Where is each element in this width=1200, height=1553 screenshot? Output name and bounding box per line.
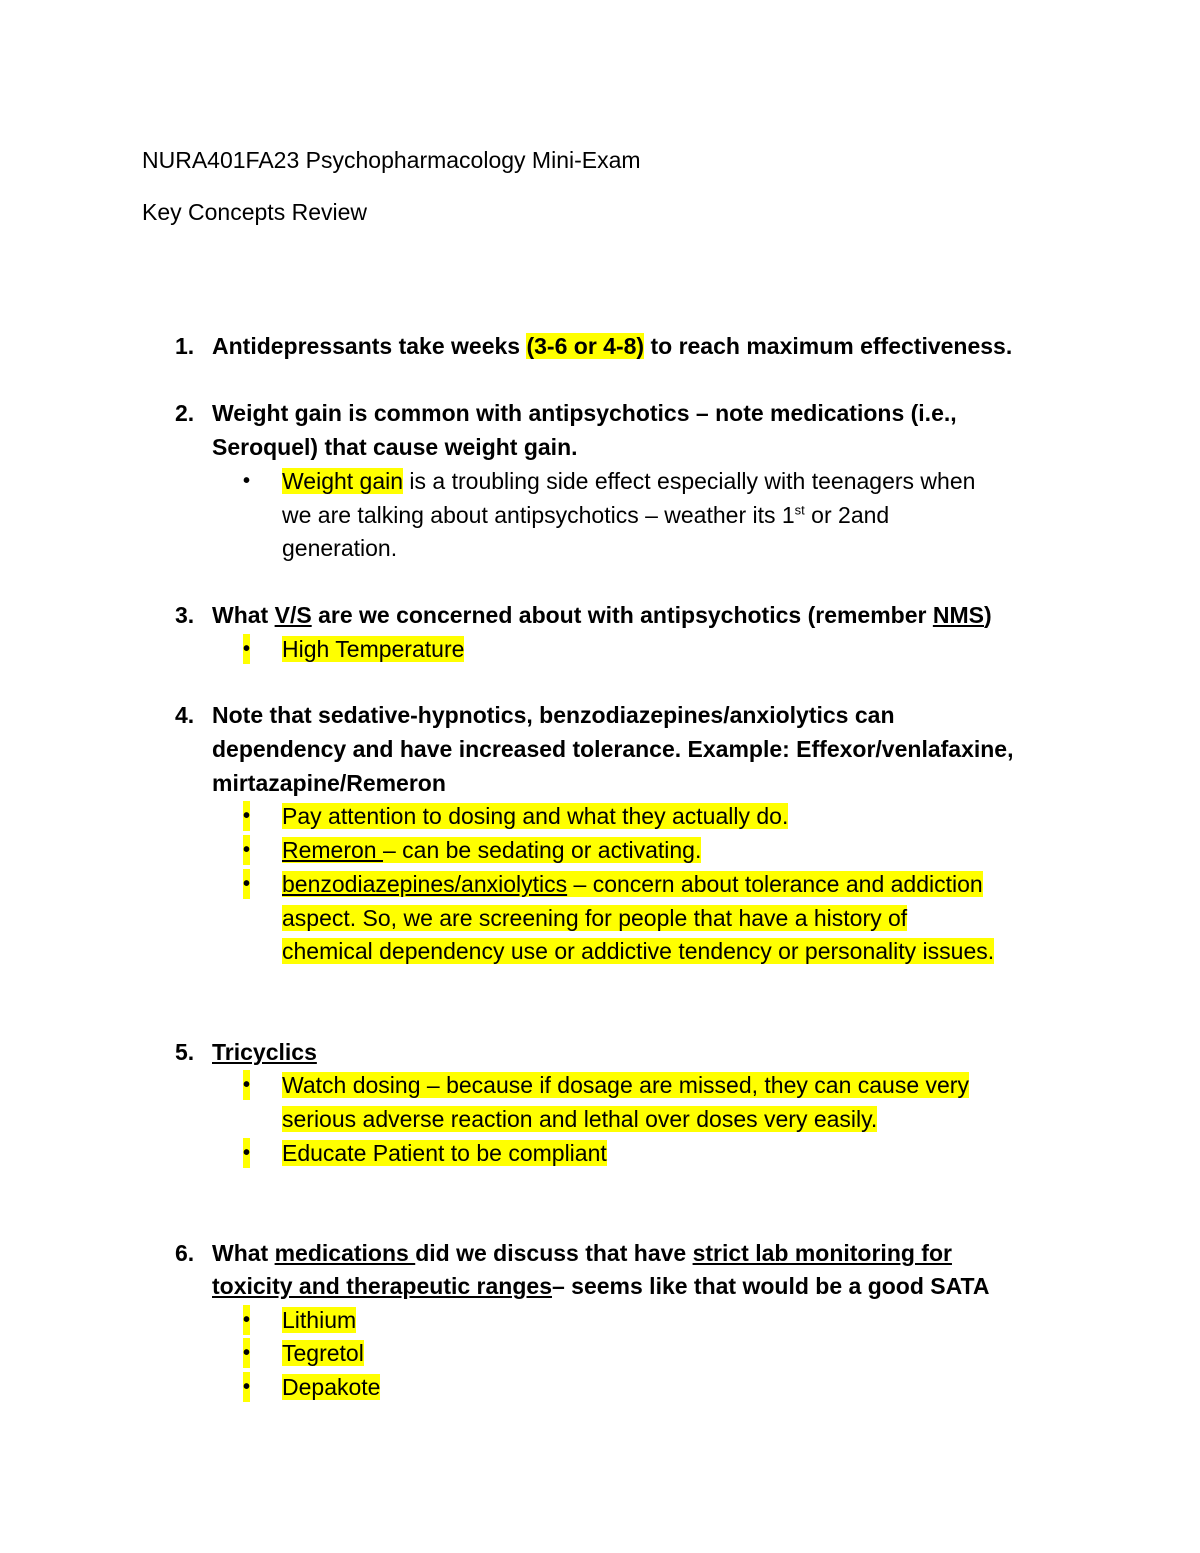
item-number: 5. <box>175 1039 195 1065</box>
item-number: 1. <box>175 333 195 359</box>
list-item-text: Note that sedative-hypnotics, benzodiazepines/anxiolytics can <box>212 702 895 728</box>
item-number: 2. <box>175 400 195 426</box>
list-item-text: dependency and have increased tolerance. Example: Effexor/venlafaxine, <box>212 736 1014 762</box>
list-item-text: toxicity and therapeutic ranges– seems like that would be a good SATA <box>212 1273 990 1299</box>
highlighted-text: Weight gain <box>282 468 404 494</box>
list-item-text: What V/S are we concerned about with antipsychotics (remember NMS) <box>212 602 992 628</box>
bullet-text: Lithium <box>282 1307 357 1333</box>
list-item-text: What medications did we discuss that have strict lab monitoring for <box>212 1240 952 1266</box>
bullet-icon: • <box>243 634 250 664</box>
bullet-text: Educate Patient to be compliant <box>282 1140 607 1166</box>
list-item-text: Seroquel) that cause weight gain. <box>212 434 578 460</box>
bullet-icon: • <box>243 1070 250 1100</box>
bullet-text: benzodiazepines/anxiolytics – concern about tolerance and addiction <box>282 871 983 897</box>
bullet-icon: • <box>243 470 251 492</box>
list-item-text: Antidepressants take weeks (3-6 or 4-8) to reach maximum effectiveness. <box>212 333 1013 359</box>
item-number: 6. <box>175 1240 195 1266</box>
bullet-icon: • <box>243 801 250 831</box>
bullet-text: Watch dosing – because if dosage are missed, they can cause very <box>282 1072 969 1098</box>
list-item-text: mirtazapine/Remeron <box>212 770 446 796</box>
bullet-text: aspect. So, we are screening for people that have a history of <box>282 905 908 931</box>
bullet-text: Tegretol <box>282 1340 364 1366</box>
list-item-text: Weight gain is common with antipsychotics – note medications (i.e., <box>212 400 957 426</box>
bullet-text: chemical dependency use or addictive tendency or personality issues. <box>282 938 995 964</box>
bullet-icon: • <box>243 1372 250 1402</box>
bullet-text: Weight gain is a troubling side effect especially with teenagers when <box>282 468 976 494</box>
bullet-text: Pay attention to dosing and what they actually do. <box>282 803 789 829</box>
bullet-text: we are talking about antipsychotics – weather its 1st or 2and <box>282 502 890 528</box>
highlighted-text: (3-6 or 4-8) <box>526 333 645 359</box>
document-subtitle: Key Concepts Review <box>142 199 367 225</box>
bullet-icon: • <box>243 1338 250 1368</box>
bullet-text: High Temperature <box>282 636 465 662</box>
list-item-text: Tricyclics <box>212 1039 317 1065</box>
bullet-text: Remeron – can be sedating or activating. <box>282 837 702 863</box>
bullet-icon: • <box>243 1138 250 1168</box>
bullet-icon: • <box>243 835 250 865</box>
item-number: 3. <box>175 602 195 628</box>
bullet-text: Depakote <box>282 1374 381 1400</box>
document-title: NURA401FA23 Psychopharmacology Mini-Exam <box>142 147 641 173</box>
bullet-text: serious adverse reaction and lethal over doses very easily. <box>282 1106 878 1132</box>
bullet-icon: • <box>243 869 250 899</box>
bullet-text: generation. <box>282 535 398 561</box>
item-number: 4. <box>175 702 195 728</box>
bullet-icon: • <box>243 1305 250 1335</box>
